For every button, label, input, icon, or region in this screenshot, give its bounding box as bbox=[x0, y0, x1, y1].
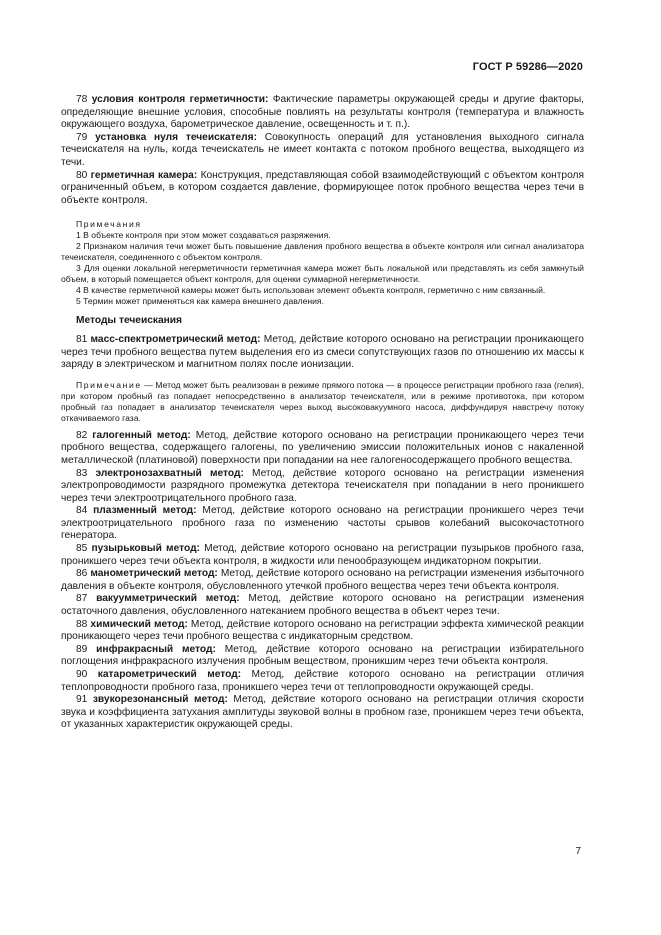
term-entry-82: 82 галогенный метод: Метод, действие которого основано на регистрации проникающего через течи пробного вещества, содержащего галогены, по увеличению эмиссии положительных ионов с накаленной металлической (платиновой) поверхности при попадании на нее галогеносодержащего пробного вещества. bbox=[61, 429, 584, 466]
note-item: 5 Термин может применяться как камера внешнего давления. bbox=[76, 296, 324, 307]
term-entry-83: 83 электронозахватный метод: Метод, действие которого основано на регистрации изменения электропроводимости разрядного промежутка детектора течеискателя при попадании в него проникшего через течи электроотрицательного пробного газа. bbox=[61, 467, 584, 504]
term-name: пузырьковый метод: bbox=[91, 543, 200, 555]
note-item: 2 Признаком наличия течи может быть повышение давления пробного вещества в объекте контроля или сигнал анализатора течеискателя, соединенного с объектом контроля. bbox=[61, 241, 584, 263]
term-name: катарометрический метод: bbox=[97, 669, 242, 680]
term-name: манометрический метод: bbox=[90, 568, 218, 580]
term-name: масс-спектрометрический метод: bbox=[90, 333, 261, 345]
term-entry-78: 78 условия контроля герметичности: Фактические параметры окружающей среды и другие факторы, определяющие внешние условия, способные повлиять на результаты контроля (температура и влажность окружающего воздуха, барометрическое давление, освещенность и т. п.). bbox=[61, 94, 584, 131]
page-number: 7 bbox=[575, 846, 581, 857]
term-entry-80: 80 герметичная камера: Конструкция, представляющая собой взаимодействующий с объектом контроля ограниченный объем, в котором создается давление, формирующее поток пробного вещества через течи в объекте контроля. bbox=[61, 169, 584, 206]
note-item: 1 В объекте контроля при этом может создаваться разряжения. bbox=[76, 230, 331, 241]
term-entry-89: 89 инфракрасный метод: Метод, действие которого основано на регистрации избирательного поглощения инфракрасного излучения пробным веществом, проникшим через течи объекта контроля. bbox=[61, 643, 584, 668]
term-name: галогенный метод: bbox=[92, 429, 191, 441]
section-title: Методы течеискания bbox=[76, 315, 182, 327]
term-entry-88: 88 химический метод: Метод, действие которого основано на регистрации эффекта химической реакции проникающего через течи пробного вещества с индикаторным средством. bbox=[61, 618, 584, 643]
term-name: установка нуля течеискателя: bbox=[95, 131, 257, 143]
term-name: химический метод: bbox=[90, 618, 188, 630]
term-entry-84: 84 плазменный метод: Метод, действие которого основано на регистрации проникшего через течи электроотрицательного пробного газа по изменению частоты срывов колебаний высокочастотного генератора. bbox=[61, 505, 584, 542]
term-name: герметичная камера: bbox=[90, 169, 198, 181]
term-entry-90: 90 катарометрический метод: Метод, действие которого основано на регистрации отличия теплопроводности пробного газа, проникшего через течи от теплопроводности окружающей среды. bbox=[61, 669, 584, 693]
notes-title: Примечания bbox=[76, 219, 142, 230]
term-entry-86: 86 манометрический метод: Метод, действие которого основано на регистрации изменения избыточного давления в объекте контроля, обусловленного утечкой пробного вещества через течи объекта контроля. bbox=[61, 568, 584, 592]
page-content bbox=[61, 94, 584, 732]
term-entry-81: 81 масс-спектрометрический метод: Метод, действие которого основано на регистрации проникающего через течи пробного вещества путем выделения его из смеси сопутствующих газов по отношению их массы к заряду в электрическом и магнитном полях после ионизации. bbox=[61, 333, 584, 371]
term-name: плазменный метод: bbox=[93, 505, 197, 517]
term-entry-85: 85 пузырьковый метод: Метод, действие которого основано на регистрации пузырьков пробного газа, проникшего через течи объекта контроля, в жидкости или пенообразующем индикаторном покрытии. bbox=[61, 543, 584, 567]
inline-note: Примечание — Метод может быть реализован в режиме прямого потока — в процессе регистрации пробного газа (гелия), при котором пробный газ попадает непосредственно в анализатор течеискателя, или в режиме противотока, при котором пробный газ попадает в анализатор течеискателя через выход высоковакуумного насоса, диффундируя навстречу потоку откачиваемого газа. bbox=[61, 379, 584, 423]
term-name: электронозахватный метод: bbox=[95, 467, 244, 479]
term-entry-87: 87 вакуумметрический метод: Метод, действие которого основано на регистрации изменения остаточного давления, обусловленного натеканием пробного вещества в объект через течи. bbox=[61, 593, 584, 618]
note-item: 3 Для оценки локальной негерметичности герметичная камера может быть локальной или представлять из себя замкнутый объем, в который помещается объект контроля, для оценки суммарной негерметичности. bbox=[61, 263, 584, 285]
term-entry-79: 79 установка нуля течеискателя: Совокупность операций для установления выходного сигнала течеискателя на нуль, когда течеискатель не имеет контакта с потоком пробного вещества, выходящего из течи. bbox=[61, 131, 585, 168]
term-name: инфракрасный метод: bbox=[96, 643, 216, 655]
term-name: условия контроля герметичности: bbox=[91, 94, 269, 105]
note-item: 4 В качестве герметичной камеры может быть использован элемент объекта контроля, герметично с ним связанный. bbox=[76, 285, 546, 296]
term-name: звукорезонансный метод: bbox=[92, 694, 228, 706]
term-entry-91: 91 звукорезонансный метод: Метод, действие которого основано на регистрации отличия скорости звука и коэффициента затухания амплитуды звуковой волны в пробном газе, проникшем через течи объекта, от указанных характеристик окружающей среды. bbox=[61, 694, 584, 731]
document-code: ГОСТ Р 59286—2020 bbox=[472, 61, 583, 73]
term-name: вакуумметрический метод: bbox=[96, 593, 240, 605]
